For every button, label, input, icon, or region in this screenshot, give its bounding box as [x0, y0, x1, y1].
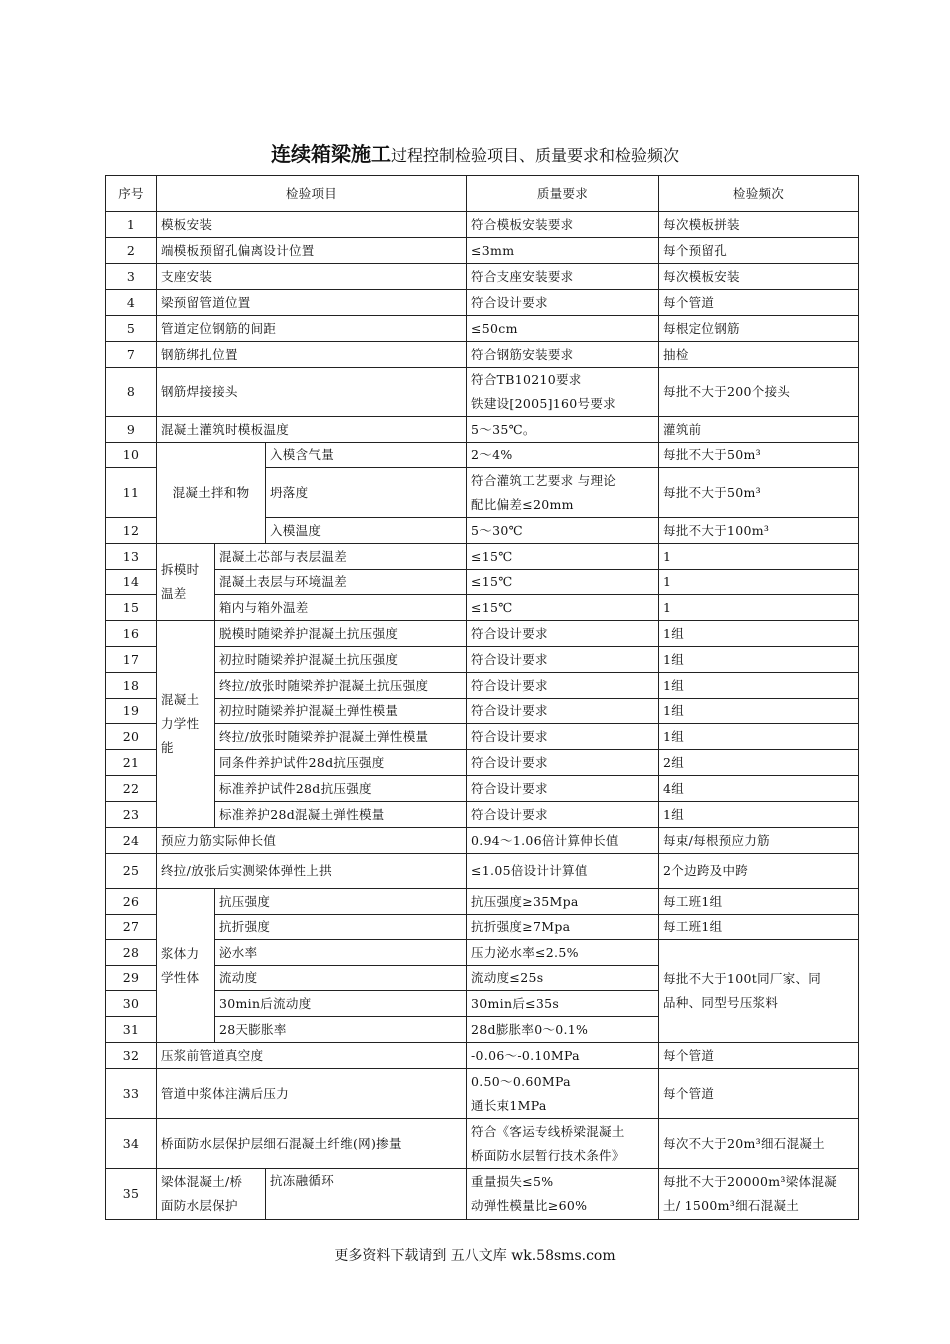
row-requirement: 30min后≤35s — [467, 991, 659, 1017]
group-label-line: 拆模时 — [161, 562, 200, 577]
row-frequency: 1组 — [659, 647, 859, 673]
row-no: 4 — [106, 290, 157, 316]
table-row — [106, 621, 859, 647]
row-requirement — [467, 1119, 659, 1169]
row-frequency: 每根定位钢筋 — [659, 316, 859, 342]
group-label-line: 浆体力 — [161, 945, 200, 961]
table-row — [106, 699, 859, 724]
row-no: 18 — [106, 673, 157, 699]
table-row — [106, 595, 859, 621]
row-subitem: 28天膨胀率 — [215, 1017, 467, 1043]
row-no: 9 — [106, 417, 157, 443]
row-no: 3 — [106, 264, 157, 290]
requirement-line: 符合《客运专线桥梁混凝土 — [471, 1123, 625, 1139]
row-subitem: 坍落度 — [266, 468, 467, 518]
row-requirement: 符合设计要求 — [467, 290, 659, 316]
row-frequency: 每次模板安装 — [659, 264, 859, 290]
table-row — [106, 417, 859, 443]
table-row — [106, 238, 859, 264]
row-frequency: 每批不大于100m³ — [659, 518, 859, 544]
row-frequency: 1组 — [659, 699, 859, 724]
row-frequency: 每次模板拼装 — [659, 212, 859, 238]
row-item: 管道中浆体注满后压力 — [157, 1069, 467, 1119]
row-requirement: 2～4% — [467, 443, 659, 468]
row-subitem: 初拉时随梁养护混凝土弹性模量 — [215, 699, 467, 724]
item-line: 面防水层保护 — [161, 1198, 238, 1213]
row-frequency: 每工班1组 — [659, 889, 859, 915]
row-requirement: 符合设计要求 — [467, 776, 659, 802]
row-requirement: 流动度≤25s — [467, 966, 659, 991]
footer-text: 更多资料下载请到 五八文库 wk.58sms.com — [334, 1248, 616, 1264]
row-item: 管道定位钢筋的间距 — [157, 316, 467, 342]
requirement-line: 0.50～0.60MPa — [471, 1073, 571, 1089]
row-subitem: 流动度 — [215, 966, 467, 991]
row-subitem: 脱模时随梁养护混凝土抗压强度 — [215, 621, 467, 647]
table-row — [106, 544, 859, 570]
table-row — [106, 750, 859, 776]
table-header-row — [106, 176, 859, 212]
row-no: 23 — [106, 802, 157, 828]
row-item: 梁预留管道位置 — [157, 290, 467, 316]
table-row — [106, 1169, 859, 1220]
row-item: 桥面防水层保护层细石混凝土纤维(网)掺量 — [157, 1119, 467, 1169]
item-line: 梁体混凝土/桥 — [161, 1174, 243, 1189]
document-title — [0, 138, 950, 167]
row-subitem: 入模含气量 — [266, 443, 467, 468]
row-item: 钢筋焊接接头 — [157, 368, 467, 417]
row-frequency: 每批不大于50m³ — [659, 443, 859, 468]
table-row — [106, 802, 859, 828]
table-row — [106, 854, 859, 889]
row-item: 终拉/放张后实测梁体弹性上拱 — [157, 854, 467, 889]
row-subitem: 抗冻融循环 — [266, 1169, 467, 1220]
header-item: 检验项目 — [157, 176, 467, 212]
row-no: 33 — [106, 1069, 157, 1119]
table-row — [106, 1069, 859, 1119]
row-requirement: ≤3mm — [467, 238, 659, 264]
header-no: 序号 — [106, 176, 157, 212]
row-no: 1 — [106, 212, 157, 238]
row-frequency: 每批不大于200个接头 — [659, 368, 859, 417]
row-frequency: 1 — [659, 544, 859, 570]
row-subitem: 混凝土表层与环境温差 — [215, 570, 467, 595]
row-requirement: 压力泌水率≤2.5% — [467, 940, 659, 966]
row-frequency: 1组 — [659, 724, 859, 750]
row-requirement: 符合设计要求 — [467, 724, 659, 750]
row-no: 21 — [106, 750, 157, 776]
row-no: 32 — [106, 1043, 157, 1069]
row-item: 端模板预留孔偏离设计位置 — [157, 238, 467, 264]
row-requirement: ≤50cm — [467, 316, 659, 342]
row-frequency: 1组 — [659, 802, 859, 828]
group-label-line: 混凝土 — [161, 692, 200, 707]
row-requirement — [467, 468, 659, 518]
row-requirement — [467, 1169, 659, 1220]
row-requirement: 符合设计要求 — [467, 673, 659, 699]
row-subitem: 同条件养护试件28d抗压强度 — [215, 750, 467, 776]
row-item: 支座安装 — [157, 264, 467, 290]
table-row — [106, 828, 859, 854]
row-requirement: 抗折强度≥7Mpa — [467, 915, 659, 940]
group-label-demould-temp — [157, 544, 215, 621]
row-subitem: 终拉/放张时随梁养护混凝土抗压强度 — [215, 673, 467, 699]
row-item: 预应力筋实际伸长值 — [157, 828, 467, 854]
row-no: 26 — [106, 889, 157, 915]
row-no: 24 — [106, 828, 157, 854]
row-no: 20 — [106, 724, 157, 750]
row-frequency-merged — [659, 940, 859, 1043]
row-no: 19 — [106, 699, 157, 724]
row-requirement: 符合设计要求 — [467, 802, 659, 828]
row-no: 30 — [106, 991, 157, 1017]
row-frequency — [659, 1169, 859, 1220]
group-label-line: 学性体 — [161, 969, 200, 985]
row-frequency: 1 — [659, 595, 859, 621]
row-requirement: ≤1.05倍设计计算值 — [467, 854, 659, 889]
row-no: 12 — [106, 518, 157, 544]
requirement-line: 符合灌筑工艺要求 与理论 — [471, 472, 617, 488]
row-no: 14 — [106, 570, 157, 595]
table-row — [106, 724, 859, 750]
row-frequency: 2组 — [659, 750, 859, 776]
row-requirement: 28d膨胀率0～0.1% — [467, 1017, 659, 1043]
requirement-line: 通长束1MPa — [471, 1097, 547, 1113]
row-requirement: ≤15℃ — [467, 595, 659, 621]
row-no: 28 — [106, 940, 157, 966]
row-requirement: 符合设计要求 — [467, 699, 659, 724]
row-requirement: 5～35℃。 — [467, 417, 659, 443]
row-no: 10 — [106, 443, 157, 468]
row-requirement: 符合钢筋安装要求 — [467, 342, 659, 368]
row-no: 13 — [106, 544, 157, 570]
row-no: 8 — [106, 368, 157, 417]
row-no: 11 — [106, 468, 157, 518]
table-row — [106, 940, 859, 966]
header-frequency: 检验频次 — [659, 176, 859, 212]
row-requirement: ≤15℃ — [467, 570, 659, 595]
row-frequency: 每批不大于50m³ — [659, 468, 859, 518]
requirement-line: 重量损失≤5% — [471, 1174, 554, 1189]
row-frequency: 每个管道 — [659, 290, 859, 316]
table-row — [106, 368, 859, 417]
row-requirement: 抗压强度≥35Mpa — [467, 889, 659, 915]
row-subitem: 混凝土芯部与表层温差 — [215, 544, 467, 570]
table-row — [106, 1119, 859, 1169]
table-row — [106, 290, 859, 316]
group-label-concrete-mix: 混凝土拌和物 — [157, 443, 266, 544]
inspection-table — [105, 175, 859, 1220]
table-row — [106, 264, 859, 290]
row-frequency: 每个预留孔 — [659, 238, 859, 264]
row-frequency: 抽检 — [659, 342, 859, 368]
row-requirement: -0.06～-0.10MPa — [467, 1043, 659, 1069]
table-row — [106, 342, 859, 368]
row-subitem: 初拉时随梁养护混凝土抗压强度 — [215, 647, 467, 673]
row-requirement: 符合设计要求 — [467, 647, 659, 673]
row-requirement: ≤15℃ — [467, 544, 659, 570]
row-requirement — [467, 368, 659, 417]
row-no: 17 — [106, 647, 157, 673]
row-subitem: 30min后流动度 — [215, 991, 467, 1017]
row-item: 模板安装 — [157, 212, 467, 238]
group-label-concrete-mechanics — [157, 621, 215, 828]
row-subitem: 抗压强度 — [215, 889, 467, 915]
row-frequency: 每个管道 — [659, 1069, 859, 1119]
row-no: 25 — [106, 854, 157, 889]
row-frequency: 每束/每根预应力筋 — [659, 828, 859, 854]
row-subitem: 入模温度 — [266, 518, 467, 544]
row-frequency: 灌筑前 — [659, 417, 859, 443]
row-no: 35 — [106, 1169, 157, 1220]
row-no: 31 — [106, 1017, 157, 1043]
row-subitem: 标准养护28d混凝土弹性模量 — [215, 802, 467, 828]
row-frequency: 每个管道 — [659, 1043, 859, 1069]
table-row — [106, 1043, 859, 1069]
row-subitem: 泌水率 — [215, 940, 467, 966]
table-row — [106, 915, 859, 940]
row-requirement: 符合支座安装要求 — [467, 264, 659, 290]
group-label-line: 温差 — [161, 586, 187, 601]
row-no: 27 — [106, 915, 157, 940]
row-subitem: 标准养护试件28d抗压强度 — [215, 776, 467, 802]
row-item: 混凝土灌筑时模板温度 — [157, 417, 467, 443]
frequency-line: 土/ 1500m³细石混凝土 — [663, 1198, 800, 1213]
requirement-line: 动弹性模量比≥60% — [471, 1198, 588, 1213]
table-row — [106, 570, 859, 595]
row-requirement: 符合模板安装要求 — [467, 212, 659, 238]
row-no: 5 — [106, 316, 157, 342]
table-row — [106, 316, 859, 342]
row-requirement: 符合设计要求 — [467, 621, 659, 647]
row-frequency: 2个边跨及中跨 — [659, 854, 859, 889]
requirement-line: 桥面防水层暂行技术条件》 — [471, 1147, 625, 1163]
table-row — [106, 889, 859, 915]
row-item: 压浆前管道真空度 — [157, 1043, 467, 1069]
requirement-line: 铁建设[2005]160号要求 — [471, 396, 616, 411]
row-subitem: 终拉/放张时随梁养护混凝土弹性模量 — [215, 724, 467, 750]
row-requirement: 0.94～1.06倍计算伸长值 — [467, 828, 659, 854]
table-row — [106, 212, 859, 238]
row-no: 29 — [106, 966, 157, 991]
row-item: 钢筋绑扎位置 — [157, 342, 467, 368]
title-rest: 过程控制检验项目、质量要求和检验频次 — [390, 146, 679, 165]
frequency-line: 品种、同型号压浆料 — [663, 995, 779, 1010]
row-frequency: 每工班1组 — [659, 915, 859, 940]
row-frequency: 1组 — [659, 673, 859, 699]
group-label-line: 力学性 — [161, 716, 200, 731]
requirement-line: 配比偏差≤20mm — [471, 496, 574, 512]
requirement-line: 符合TB10210要求 — [471, 372, 582, 387]
row-requirement: 符合设计要求 — [467, 750, 659, 776]
table-row — [106, 776, 859, 802]
frequency-line: 每批不大于100t同厂家、同 — [663, 971, 822, 986]
frequency-line: 每批不大于20000m³梁体混凝 — [663, 1174, 837, 1189]
row-requirement — [467, 1069, 659, 1119]
table-row — [106, 443, 859, 468]
group-label-line: 能 — [161, 740, 174, 755]
table-row — [106, 647, 859, 673]
row-subitem: 箱内与箱外温差 — [215, 595, 467, 621]
row-requirement: 5～30℃ — [467, 518, 659, 544]
row-no: 34 — [106, 1119, 157, 1169]
row-frequency: 1 — [659, 570, 859, 595]
row-no: 15 — [106, 595, 157, 621]
row-subitem: 抗折强度 — [215, 915, 467, 940]
row-frequency: 每次不大于20m³细石混凝土 — [659, 1119, 859, 1169]
row-no: 7 — [106, 342, 157, 368]
title-bold: 连续箱梁施工 — [270, 142, 391, 166]
row-frequency: 4组 — [659, 776, 859, 802]
group-label-grout-mechanics — [157, 889, 215, 1043]
row-no: 22 — [106, 776, 157, 802]
row-no: 2 — [106, 238, 157, 264]
row-frequency: 1组 — [659, 621, 859, 647]
header-requirement: 质量要求 — [467, 176, 659, 212]
table-row — [106, 673, 859, 699]
row-item — [157, 1169, 266, 1220]
row-no: 16 — [106, 621, 157, 647]
